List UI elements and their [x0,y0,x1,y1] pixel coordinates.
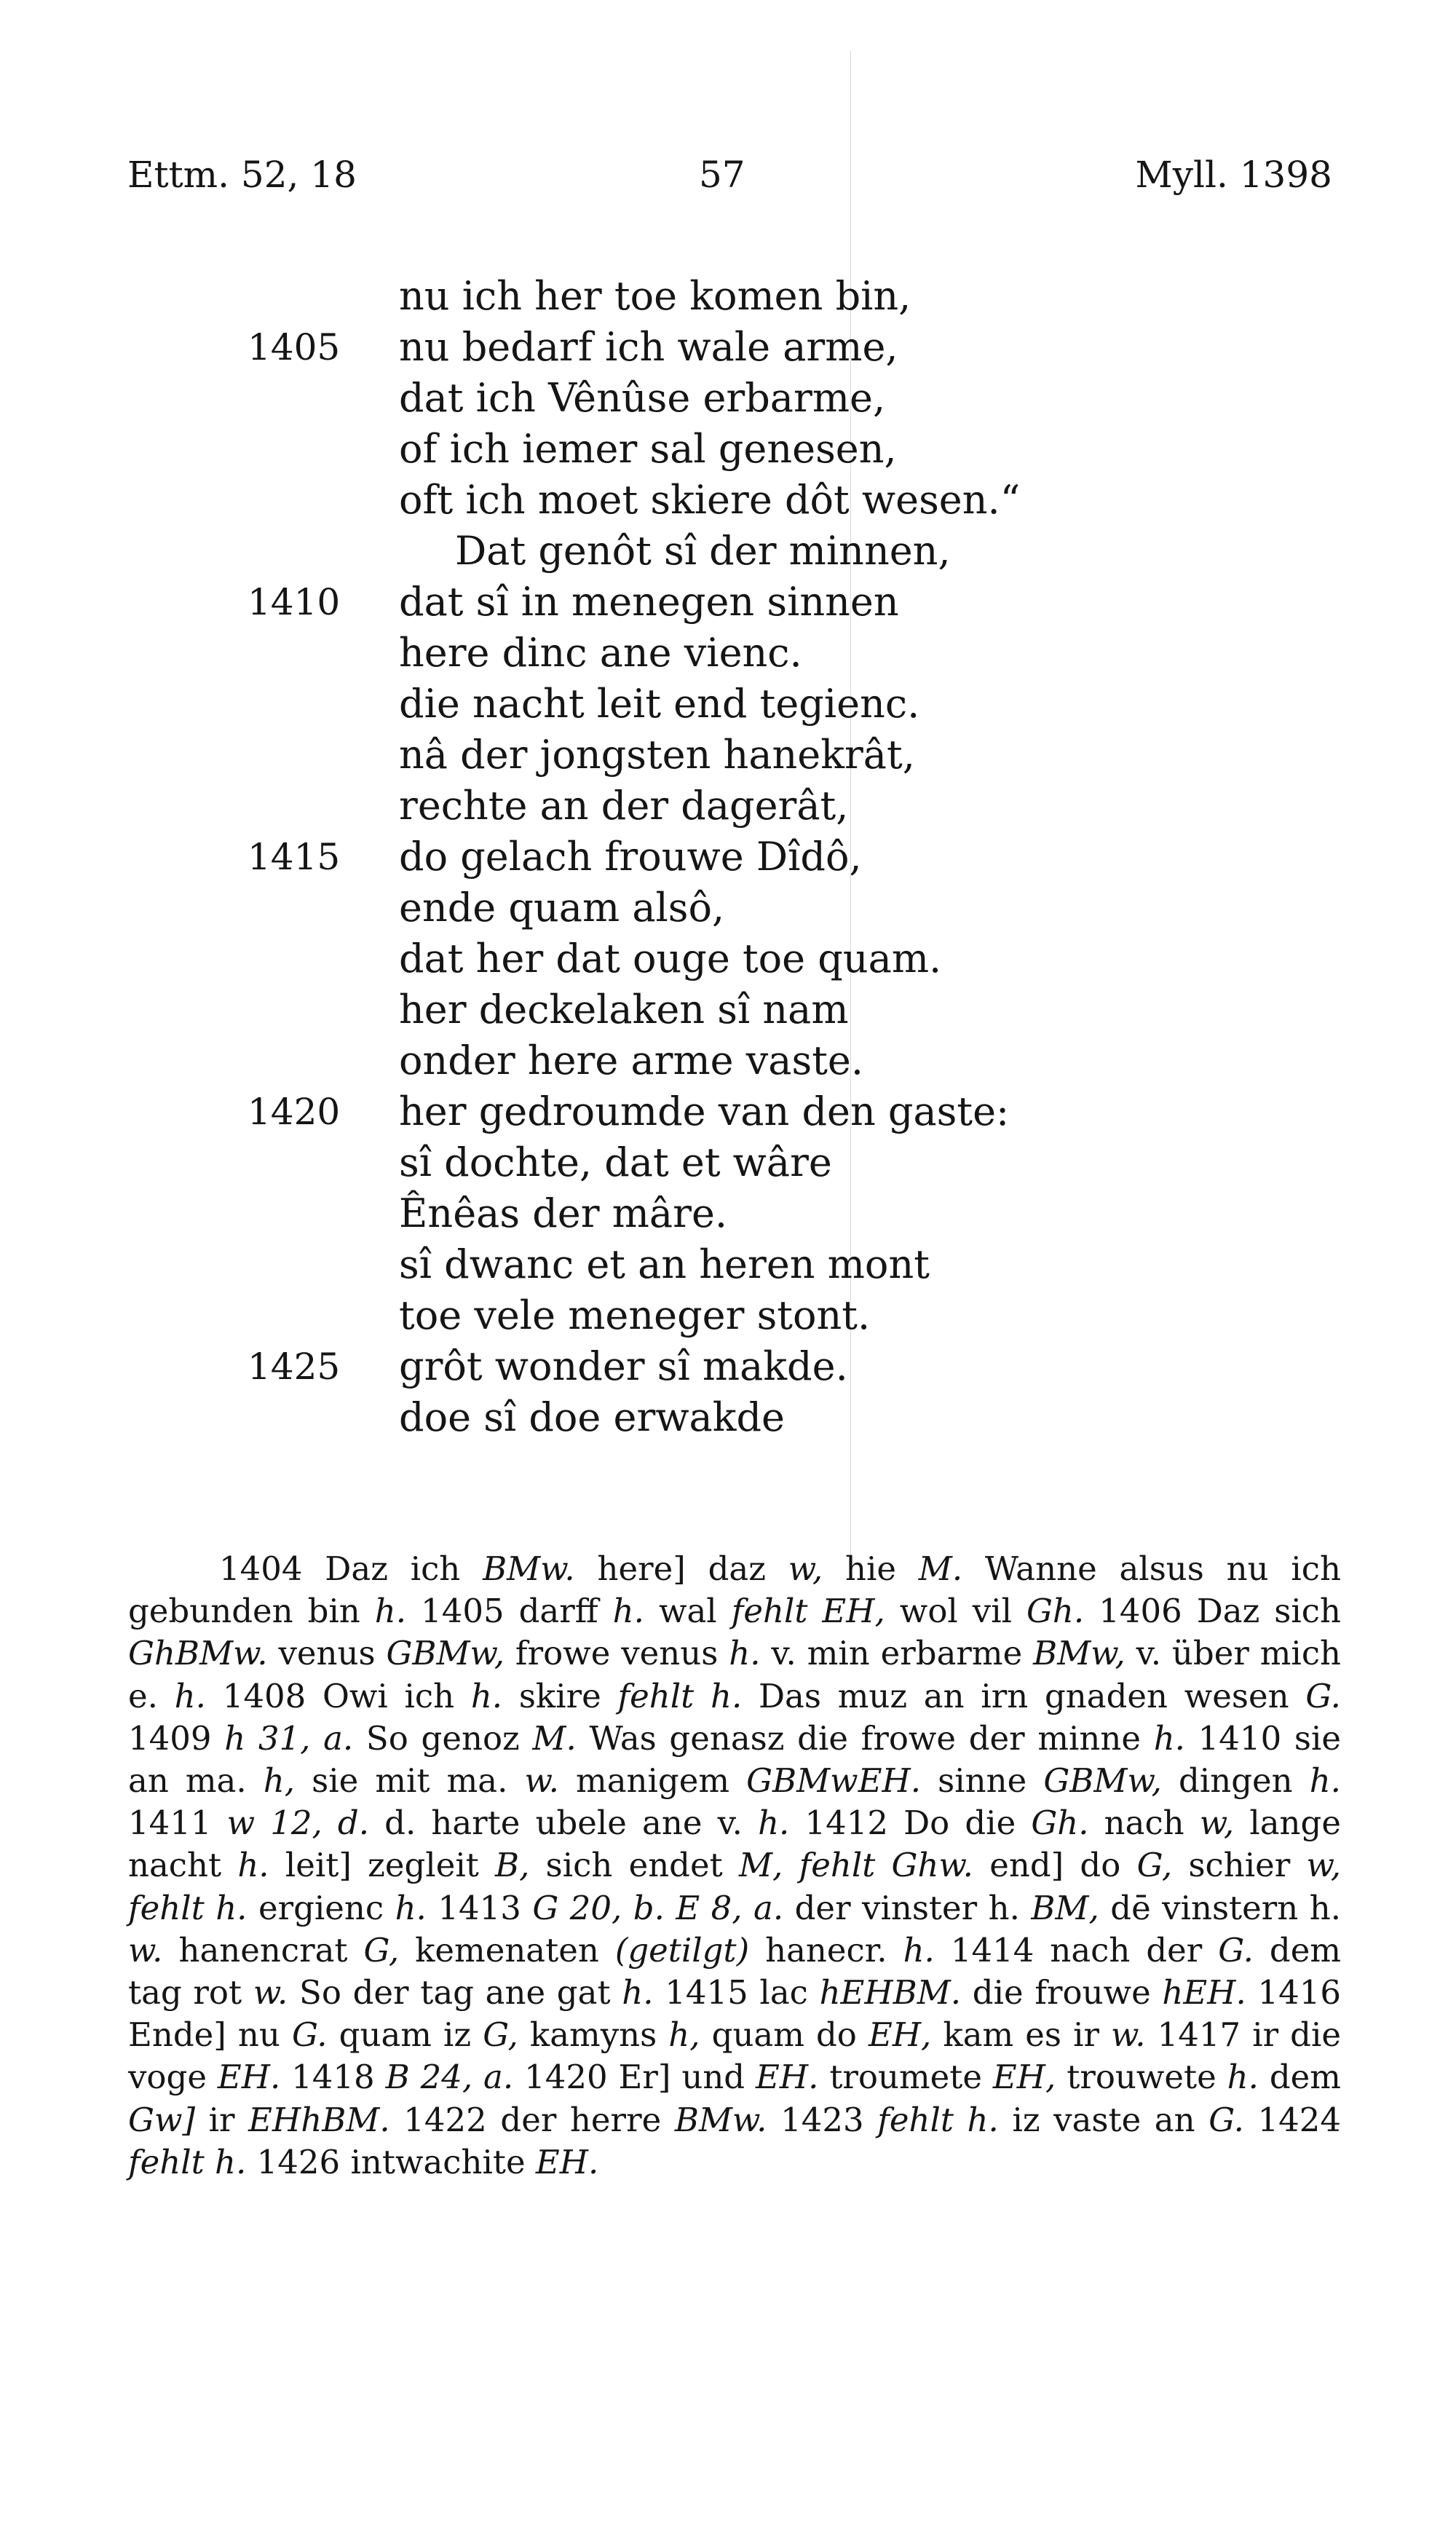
apparatus-siglum: h 31, a. [224,1718,354,1758]
apparatus-siglum: h. [758,1804,790,1843]
apparatus-siglum: M. [918,1549,963,1588]
verse-number: 1420 [248,1091,341,1133]
apparatus-text-segment: wol vil [885,1592,1026,1631]
apparatus-siglum: G, [1136,1846,1173,1885]
verse-block [0,271,1456,1443]
apparatus-text-segment: schier [1172,1846,1307,1885]
verse-text: doe sî doe erwakde [399,1394,785,1440]
verse-text: toe vele meneger stont. [399,1292,871,1338]
apparatus-siglum: M, fehlt Ghw. [738,1846,973,1885]
apparatus-text-segment: manigem [558,1761,747,1801]
verse-text: Dat genôt sî der minnen, [455,528,951,574]
verse-line [0,1392,1456,1443]
apparatus-siglum: w 12, d. [226,1804,370,1843]
apparatus-siglum: w, fehlt h. [128,1846,1341,1927]
apparatus-siglum: h. [174,1676,206,1715]
apparatus-text-segment: quam iz [327,2015,483,2055]
apparatus-text-segment: 1413 [426,1888,533,1927]
verse-text: die nacht leit end tegienc. [399,681,920,727]
apparatus-text-segment: kamyns [518,2015,669,2055]
verse-number: 1415 [248,836,341,878]
verse-text: dat ich Vênûse erbarme, [399,375,886,421]
apparatus-siglum: B 24, a. [385,2058,514,2097]
apparatus-siglum: h. [622,1973,654,2012]
verse-line [0,475,1456,526]
apparatus-text-segment: 1422 der herre [389,2100,675,2139]
apparatus-text-segment: quam do [700,2015,869,2055]
apparatus-text-segment: v. min erbarme [760,1634,1034,1673]
apparatus-siglum: GBMw, [386,1634,505,1673]
apparatus-siglum: h. [374,1592,407,1631]
verse-text: ende quam alsô, [399,885,725,931]
verse-number: 1425 [248,1346,341,1388]
verse-line [0,1290,1456,1341]
apparatus-siglum: Gh. [1026,1592,1085,1631]
apparatus-text-segment: die frouwe [961,1973,1163,2012]
verse-line [0,322,1456,373]
apparatus-text-segment: 1423 [767,2100,878,2139]
running-header [0,149,1456,200]
verse-line [0,882,1456,933]
apparatus-siglum: G. [1218,1930,1254,1970]
apparatus-siglum: G. [291,2015,328,2055]
apparatus-siglum: h. [903,1930,935,1970]
verse-line [0,526,1456,577]
apparatus-text-segment: skire [502,1676,618,1715]
apparatus-text-segment: sinne [921,1761,1044,1801]
verse-line [0,577,1456,628]
apparatus-text-segment: sich endet [529,1846,739,1885]
apparatus-text-segment: troumete [818,2058,993,2097]
apparatus-siglum: EH, [992,2058,1056,2097]
apparatus-siglum: h. [729,1634,761,1673]
apparatus-text-segment: 1424 [1243,2100,1342,2139]
apparatus-siglum: h, [668,2015,700,2055]
verse-text: rechte an der dagerât, [399,783,849,829]
apparatus-text-segment: end] do [973,1846,1137,1885]
apparatus-text-segment: 1405 darff [406,1592,613,1631]
apparatus-text-segment: 1409 [128,1718,225,1758]
apparatus-siglum: BMw. [483,1549,575,1588]
apparatus-text-segment: 1426 intwachite [246,2142,536,2181]
apparatus-siglum: h. [1153,1718,1185,1758]
apparatus-siglum: fehlt h. [877,2100,999,2139]
verse-line [0,831,1456,882]
apparatus-text-segment: dem tag rot [128,1930,1341,2012]
verse-text: sî dwanc et an heren mont [399,1241,930,1287]
verse-text: dat sî in menegen sinnen [399,579,899,625]
apparatus-siglum: hEH. [1162,1973,1246,2012]
apparatus-siglum: GBMwEH. [746,1761,922,1801]
critical-apparatus [128,1548,1341,2184]
apparatus-text-segment: Was genasz die frowe der minne [576,1718,1154,1758]
verse-line [0,424,1456,475]
verse-line [0,373,1456,424]
apparatus-text-segment: 1411 [128,1804,227,1843]
apparatus-text-segment: hanencrat [162,1930,364,1970]
apparatus-siglum: BMw. [674,2100,767,2139]
apparatus-siglum: B, [495,1846,530,1885]
verse-line [0,1341,1456,1392]
apparatus-siglum: w, [1199,1804,1235,1843]
verse-number: 1410 [248,581,341,623]
apparatus-siglum: G, [363,1930,400,1970]
verse-line [0,1086,1456,1137]
apparatus-siglum: h, [263,1761,296,1801]
apparatus-siglum: h. [395,1888,427,1927]
apparatus-siglum: G. [1305,1676,1341,1715]
apparatus-text-segment: 1415 lac [653,1973,820,2012]
apparatus-siglum: EH. [756,2058,819,2097]
verse-line [0,933,1456,984]
apparatus-text-segment: trouwete [1056,2058,1227,2097]
verse-text: sî dochte, dat et wâre [399,1139,832,1185]
apparatus-siglum: w, [788,1549,823,1588]
apparatus-siglum: h. [612,1592,644,1631]
apparatus-text-segment: 1414 nach der [934,1930,1219,1970]
apparatus-siglum: fehlt h. [617,1676,743,1715]
apparatus-text-segment: here] daz [574,1549,788,1588]
apparatus-text-segment: Das muz an irn gnaden wesen [742,1676,1306,1715]
apparatus-siglum: GhBMw. [128,1634,268,1673]
apparatus-text-segment: venus [267,1634,387,1673]
apparatus-siglum: w. [1111,2015,1146,2055]
page-number: 57 [699,154,745,196]
verse-text: onder here arme vaste. [399,1038,864,1083]
apparatus-text-segment: 1420 Er] und [513,2058,756,2097]
verse-text: oft ich moet skiere dôt wesen.“ [399,477,1021,523]
verse-number: 1405 [248,326,341,368]
apparatus-paragraph [128,1548,1341,2184]
apparatus-text-segment: hanecr. [749,1930,903,1970]
verse-text: of ich iemer sal genesen, [399,426,897,472]
apparatus-text-segment: leit] zegleit [269,1846,496,1885]
apparatus-text-segment: nach [1088,1804,1200,1843]
apparatus-siglum: Gw] [128,2100,196,2139]
apparatus-text-segment: 1416 Ende] nu [128,1973,1342,2055]
verse-line [0,1239,1456,1290]
apparatus-text-segment: 1404 Daz ich [219,1549,483,1588]
apparatus-siglum: (getilgt) [614,1930,750,1970]
apparatus-siglum: w. [128,1930,163,1970]
verse-text: grôt wonder sî makde. [399,1343,848,1389]
apparatus-siglum: EH. [535,2142,599,2181]
apparatus-siglum: EH. [217,2058,281,2097]
apparatus-siglum: G 20, b. E 8, a. [532,1888,784,1927]
verse-text: nâ der jongsten hanekrât, [399,732,915,778]
apparatus-siglum: fehlt h. [128,2142,247,2181]
verse-line [0,679,1456,730]
apparatus-text-segment: lange nacht [128,1804,1341,1885]
apparatus-siglum: w. [253,1973,288,2012]
apparatus-text-segment: der vinster h. [783,1888,1032,1927]
apparatus-text-segment: hie [823,1549,919,1588]
header-left-reference: Ettm. 52, 18 [127,154,357,196]
verse-line [0,1137,1456,1188]
apparatus-text-segment: frowe venus [505,1634,729,1673]
verse-line [0,271,1456,322]
apparatus-siglum: GBMw, [1043,1761,1162,1801]
apparatus-text-segment: kam es ir [931,2015,1112,2055]
verse-text: Ênêas der mâre. [399,1190,728,1236]
verse-text: nu bedarf ich wale arme, [399,324,898,370]
apparatus-text-segment: kemenaten [399,1930,615,1970]
apparatus-siglum: EH, [868,2015,932,2055]
apparatus-siglum: EHhBM. [248,2100,390,2139]
apparatus-siglum: h. [237,1846,269,1885]
verse-line [0,1035,1456,1086]
apparatus-siglum: BM, [1031,1888,1099,1927]
apparatus-text-segment: 1410 sie an ma. [128,1718,1341,1801]
apparatus-siglum: h. [1227,2058,1259,2097]
apparatus-siglum: w. [524,1761,559,1801]
verse-line [0,730,1456,781]
apparatus-siglum: h. [470,1676,503,1715]
apparatus-text-segment: dingen [1161,1761,1310,1801]
verse-text: here dinc ane vienc. [399,630,802,676]
apparatus-text-segment: 1417 ir die voge [128,2015,1341,2097]
apparatus-text-segment: 1418 [280,2058,386,2097]
verse-line [0,628,1456,679]
apparatus-text-segment: So genoz [353,1718,533,1758]
verse-text: her deckelaken sî nam [399,987,849,1032]
apparatus-text-segment: 1406 Daz sich [1084,1592,1341,1631]
verse-text: her gedroumde van den gaste: [399,1089,1010,1134]
apparatus-siglum: h. [1309,1761,1341,1801]
apparatus-siglum: Gh. [1031,1804,1089,1843]
verse-text: do gelach frouwe Dîdô, [399,834,862,880]
apparatus-siglum: M. [532,1718,577,1758]
apparatus-siglum: G. [1208,2100,1244,2139]
apparatus-text-segment: So der tag ane gat [288,1973,622,2012]
apparatus-text-segment: 1408 Owi ich [205,1676,471,1715]
apparatus-siglum: G, [483,2015,518,2055]
header-right-reference: Myll. 1398 [1135,154,1332,196]
apparatus-text-segment: Wanne alsus nu ich gebunden bin [128,1549,1341,1631]
apparatus-siglum: BMw, [1033,1634,1125,1673]
apparatus-text-segment: iz vaste an [998,2100,1209,2139]
verse-text: dat her dat ouge toe quam. [399,936,942,981]
apparatus-text-segment: d. harte ubele ane v. [369,1804,759,1843]
verse-text: nu ich her toe komen bin, [399,273,911,319]
apparatus-siglum: fehlt EH, [731,1592,885,1631]
apparatus-text-segment: dem [1258,2058,1341,2097]
apparatus-text-segment: sie mit ma. [295,1761,525,1801]
verse-line [0,1188,1456,1239]
apparatus-text-segment: dē vinstern h. [1099,1888,1342,1927]
verse-line [0,984,1456,1035]
apparatus-text-segment: v. über mich e. [128,1634,1342,1715]
apparatus-text-segment: ir [195,2100,249,2139]
apparatus-siglum: hEHBM. [819,1973,962,2012]
verse-line [0,781,1456,831]
apparatus-text-segment: 1412 Do die [789,1804,1032,1843]
apparatus-text-segment: ergienc [247,1888,395,1927]
apparatus-text-segment: wal [644,1592,732,1631]
